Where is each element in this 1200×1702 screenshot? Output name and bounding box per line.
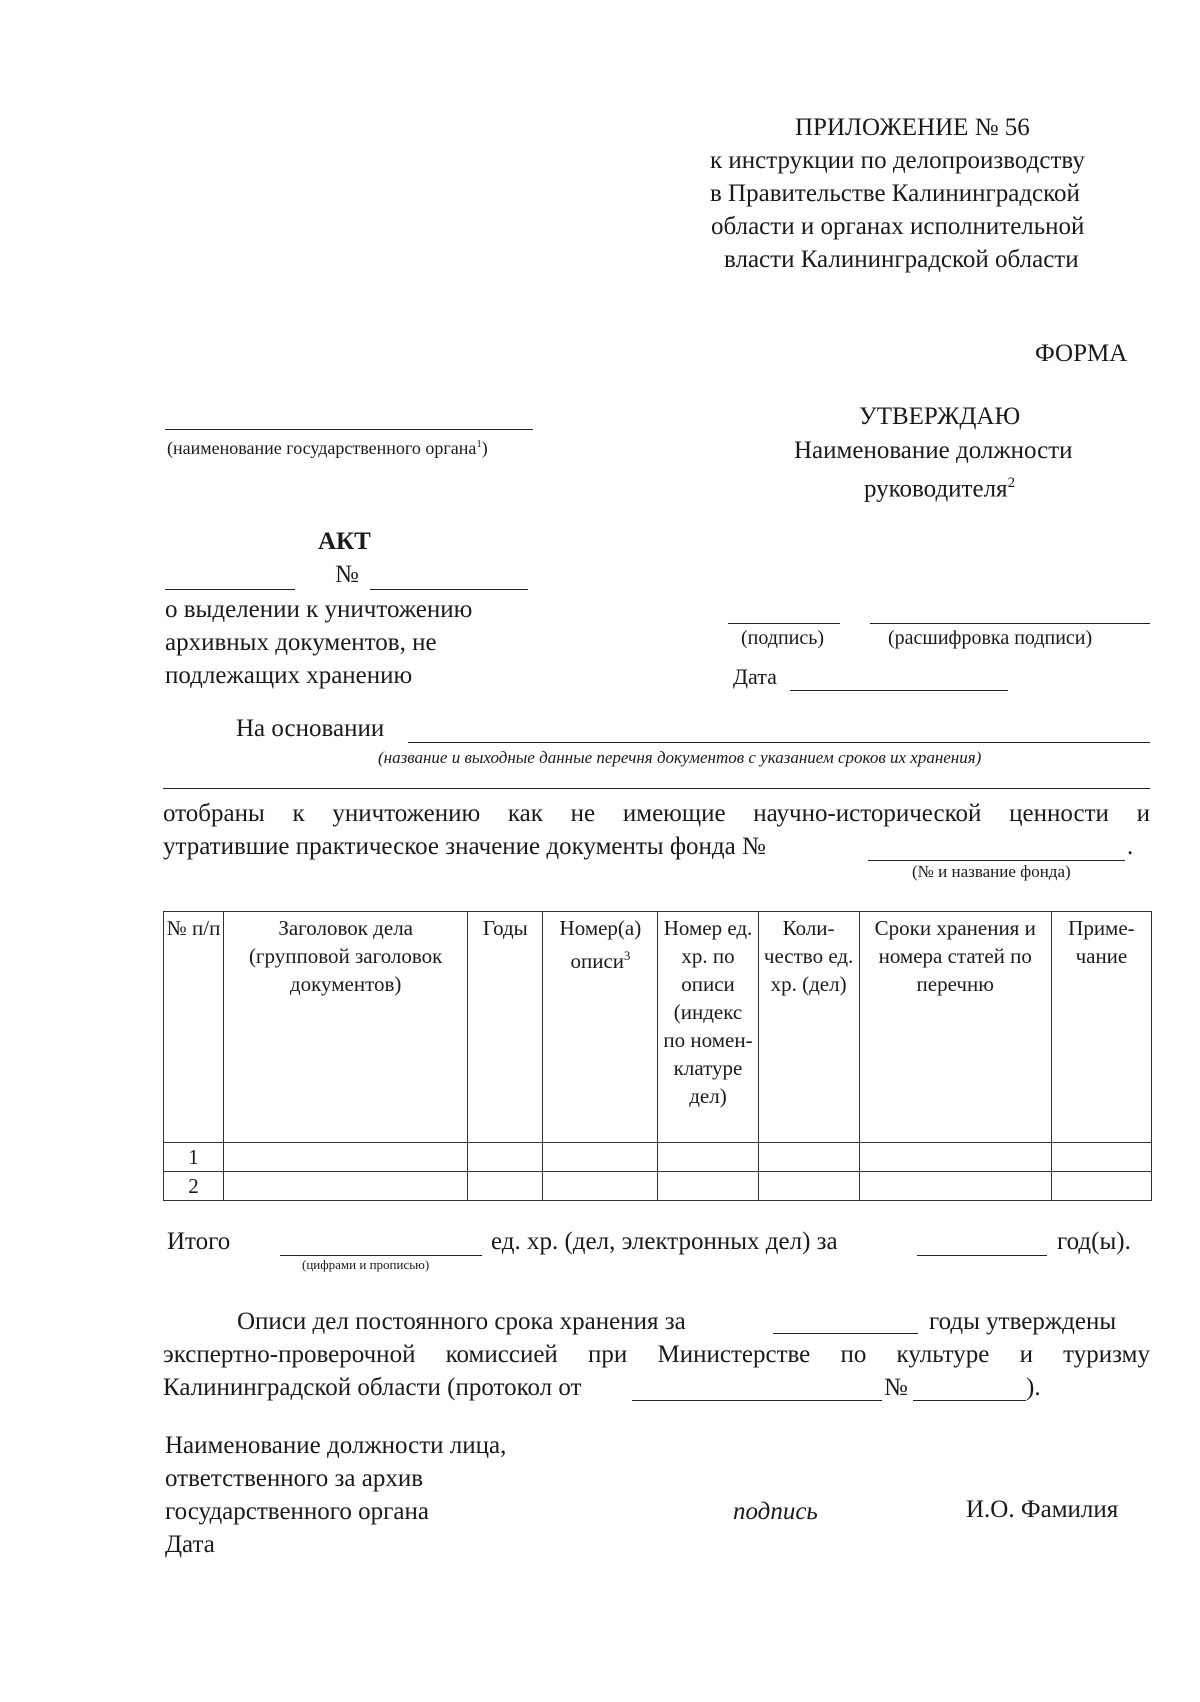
col-header-quantity: Коли-чество ед. хр. (дел) <box>758 912 859 1143</box>
protocol-number-line <box>913 1400 1026 1401</box>
approve-head: руководителя$^2$ <box>864 475 1016 503</box>
approve-position: Наименование должности <box>794 437 1073 464</box>
total-units: ед. хр. (дел, электронных дел) за <box>491 1228 838 1255</box>
basis-line <box>408 742 1150 743</box>
act-subject-3: подлежащих хранению <box>165 662 413 689</box>
approve-footnote-mark: 2 <box>1007 475 1016 491</box>
footer-signature: подпись <box>733 1498 818 1525</box>
org-caption: (наименование государственного органа$^1$) <box>167 438 488 458</box>
total-years-line <box>917 1255 1047 1256</box>
footer-position-1: Наименование должности лица, <box>165 1432 507 1459</box>
table-row <box>164 1172 1152 1201</box>
act-subject-1: о выделении к уничтожению <box>165 596 473 623</box>
forma-label: ФОРМА <box>1035 340 1128 367</box>
col-header-title: Заголовок дела (групповой заголовок документов) <box>224 912 468 1143</box>
approve-date-label: Дата <box>733 664 777 689</box>
inventory-part-2: годы утверждены <box>929 1308 1117 1335</box>
basis-label: На основании <box>236 715 385 742</box>
selected-line-2: утратившие практическое значение документы фонда № <box>163 833 766 860</box>
inventory-part-1: Описи дел постоянного срока хранения за <box>237 1308 686 1335</box>
basis-caption: (название и выходные данные перечня документов с указанием сроков их хранения) <box>378 748 982 767</box>
total-digits-caption: (цифрами и прописью) <box>302 1257 430 1272</box>
inventory-years-line <box>773 1333 918 1334</box>
col-header-years: Годы <box>468 912 543 1143</box>
inventory-line-3-end: ). <box>1026 1374 1041 1401</box>
protocol-number-sign: № <box>884 1374 908 1401</box>
col-header-unit-number: Номер ед. хр. по описи (индекс по номен-клатуре дел) <box>658 912 758 1143</box>
row-number: 1 <box>164 1143 224 1172</box>
footer-position-2: ответственного за архив <box>165 1465 423 1492</box>
col-header-inventory: Номер(а) описи$^3$ <box>543 912 658 1143</box>
total-years: год(ы). <box>1057 1228 1131 1255</box>
decode-caption: (расшифровка подписи) <box>888 627 1093 649</box>
appendix-line-1: к инструкции по делопроизводству <box>710 147 1085 174</box>
inventory-footnote-mark: 3 <box>624 949 631 963</box>
appendix-line-3: области и органах исполнительной <box>711 213 1085 240</box>
act-title: АКТ <box>318 528 371 555</box>
table-header-row <box>164 912 1152 1143</box>
basis-line-2 <box>163 788 1150 789</box>
signature-line <box>728 623 840 624</box>
total-count-line <box>280 1255 482 1256</box>
inventory-line-3: Калининградской области (протокол от <box>163 1374 582 1401</box>
selected-line-1: отобраны к уничтожению как не имеющие научно-исторической ценности и <box>163 800 1150 827</box>
act-date-line <box>165 589 295 590</box>
org-name-line <box>165 429 533 430</box>
col-header-note: Приме-чание <box>1051 912 1151 1143</box>
act-subject-2: архивных документов, не <box>165 629 437 656</box>
footer-position-3: государственного органа <box>165 1498 430 1525</box>
protocol-date-line <box>632 1400 882 1401</box>
inventory-line-2: экспертно-проверочной комиссией при Министерстве по культуре и туризму <box>163 1341 1150 1368</box>
fond-caption: (№ и название фонда) <box>912 862 1071 881</box>
appendix-title: ПРИЛОЖЕНИЕ № 56 <box>795 114 1030 141</box>
org-footnote-mark: 1 <box>476 438 482 450</box>
approve-date-line <box>790 690 1008 691</box>
table-row <box>164 1143 1152 1172</box>
row-number: 2 <box>164 1172 224 1201</box>
total-label: Итого <box>167 1228 231 1255</box>
fond-line <box>868 860 1125 861</box>
selected-line-2-end: . <box>1127 833 1134 860</box>
decode-line <box>870 623 1150 624</box>
act-number-sign: № <box>335 561 359 588</box>
appendix-line-4: власти Калининградской области <box>724 246 1079 273</box>
footer-date: Дата <box>165 1531 215 1558</box>
appendix-line-2: в Правительстве Калининградской <box>710 180 1080 207</box>
footer-name: И.О. Фамилия <box>966 1496 1119 1523</box>
documents-table <box>163 911 1152 1201</box>
col-header-terms: Сроки хранения и номера статей по перечню <box>859 912 1051 1143</box>
signature-caption: (подпись) <box>741 627 825 649</box>
col-header-number: № п/п <box>164 912 224 1143</box>
act-number-line <box>370 589 528 590</box>
approve-title: УТВЕРЖДАЮ <box>859 403 1021 430</box>
